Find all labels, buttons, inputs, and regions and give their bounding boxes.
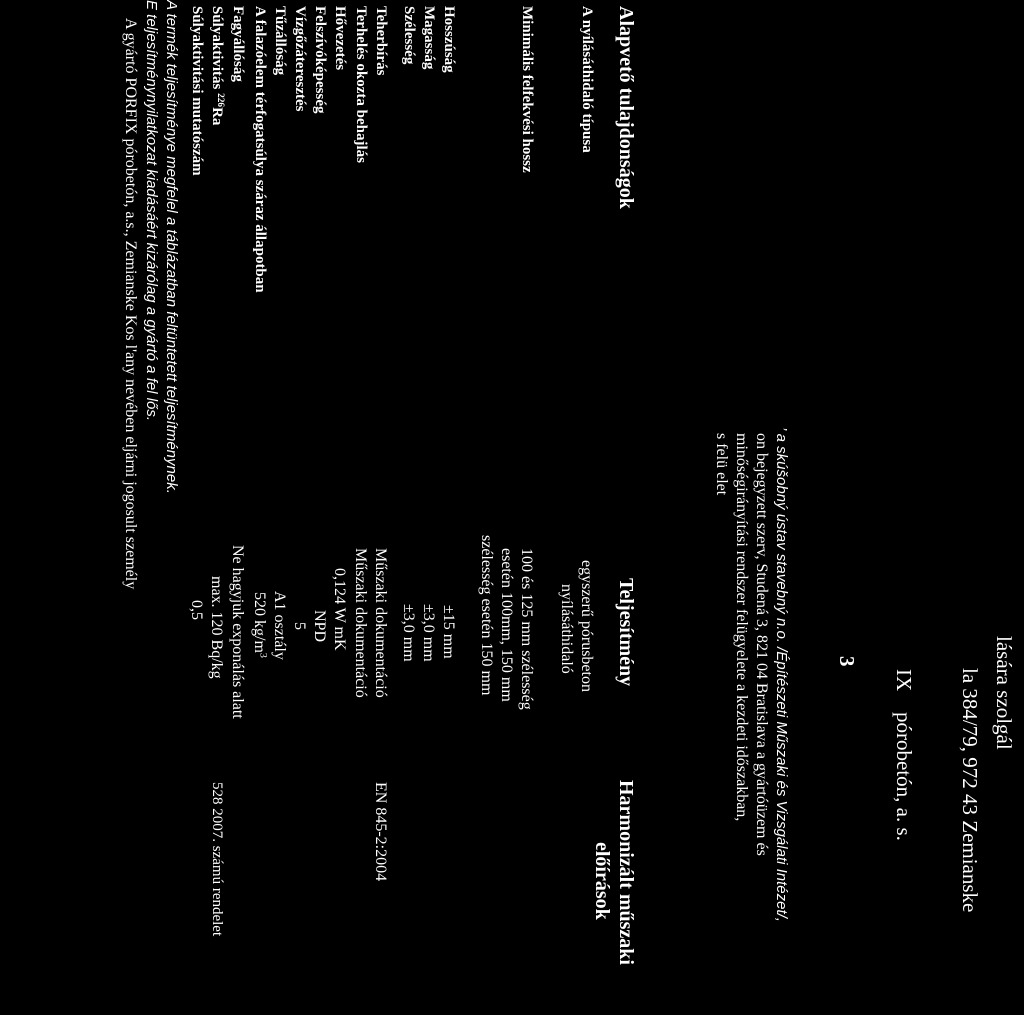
row-value-index: 0,5 [188,600,205,620]
row-value-type-1: egyszerű pórusbeton [578,560,595,692]
row-label-bearing: Minimális felfekvési hossz [519,6,535,173]
row-label-absorption: Felszívóképesség [312,6,328,114]
row-value-activity: max. 120 Bq/kg [208,576,225,679]
footer-line-1: A termék teljesítménye megfelel a táblázatban feltüntetett teljesítménynek. [163,0,180,494]
spec-regulation: 528 2007. számú rendelet [209,782,225,937]
row-label-frost: Fagyállóság [230,6,246,82]
notified-body-line-3: minőségirányítási rendszer felügyelete a kezdeti időszakban, [733,433,750,822]
row-label-deflection: Terhelés okozta behajlás [353,6,369,163]
row-label-width: Szélesség [401,6,417,65]
notified-body-line-2: on bejegyzett szerv, Studená 3, 821 04 Bratislava a gyártóüzem és [753,433,770,856]
row-value-vapor: 5 [291,622,308,630]
header-company: pórobetón, a. s. [892,712,916,841]
header-line-1: lására szolgál [992,636,1016,750]
row-label-density: A falazóelem térfogatsúlya száraz állapotban [252,6,268,293]
header-company-prefix: IX [892,669,916,692]
row-value-height: ±3,0 mm [420,604,437,662]
header-spec-line-1: Harmonizált műszaki [615,780,637,965]
row-value-width: ±3,0 mm [400,604,417,662]
row-label-load: Teherbírás [373,6,389,76]
row-label-type: A nyílásáthidaló típusa [579,6,595,153]
row-label-thermal: Hővezetés [332,6,348,71]
row-value-thermal: 0,124 W mK [331,568,348,651]
footer-line-2: E teljesítménynyilatkozat kiadásáért kizárólag a gyártó a fel lős. [143,0,160,422]
row-value-absorption: NPD [311,610,328,643]
notified-body-line-4: s felü elet [713,433,730,496]
row-label-vapor: Vízgőzáteresztés [292,6,308,112]
row-value-length: ±15 mm [440,605,457,659]
row-value-bearing-2: esetén 100mm, 150 mm [498,548,515,702]
row-value-load: Műszaki dokumentáció [372,548,389,698]
row-label-index: Súlyaktivitási mutatószám [189,6,205,176]
row-label-activity: Súlyaktivitás $^{226}$Ra [209,6,226,126]
row-value-type-2: nyílásáthidaló [558,584,575,674]
row-value-frost: Ne hagyjuk exponálás alatt [229,545,246,719]
row-value-deflection: Műszaki dokumentáció [352,548,369,698]
row-value-fire: A1 osztály [271,591,288,660]
row-value-density: 520 $kg/m^3$ [251,592,269,658]
row-value-bearing-3: szélesség esetén 150 mm [478,535,495,696]
spec-standard: EN 845-2:2004 [372,782,389,882]
header-performance: Teljesítmény [615,578,637,687]
row-label-length: Hosszúság [441,6,457,73]
row-value-bearing-1: 100 és 125 mm szélesség [518,548,535,710]
header-spec-line-2: előírások [591,842,613,920]
row-label-height: Magasság [421,6,437,70]
header-address: la 384/79, 972 43 Zemianske [958,668,982,913]
row-label-fire: Tűzállóság [272,6,288,76]
header-property: Alapvető tulajdonságok [615,6,637,209]
notified-body-line-1: ’ a skúšobný ústav stavebný n.o. /Építészeti Műszaki és Vizsgálati Intézet/, [773,427,790,922]
footer-line-3: A gyártó PORFIX pórobetón, a.s., Zemianske Kos l'any nevében eljárni jogosult személy [122,18,139,590]
section-number: 3 [835,656,859,667]
